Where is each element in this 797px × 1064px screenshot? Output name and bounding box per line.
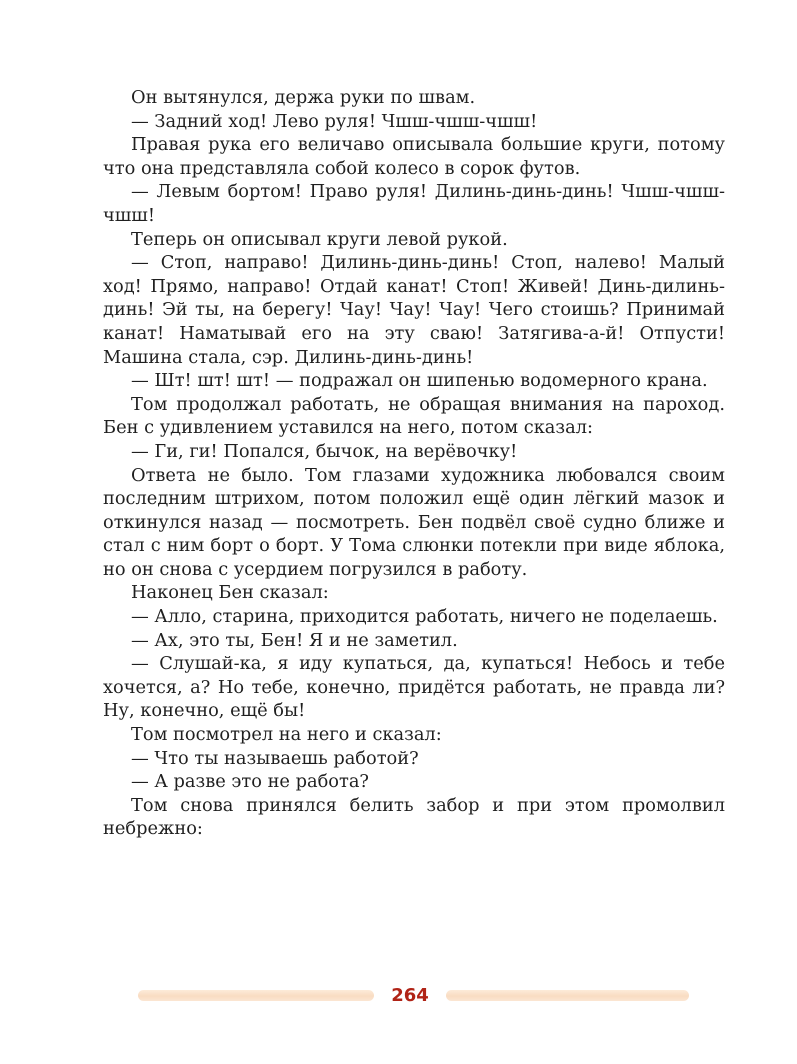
paragraph: — Левым бортом! Право руля! Дилинь-динь-динь! Чшш-чшш-чшш! [103,181,725,226]
paragraph: — Шт! шт! шт! — подражал он шипенью водомерного крана. [131,370,708,392]
paragraph: Том снова принялся белить забор и при этом промолвил небрежно: [103,794,725,840]
paragraph: Том посмотрел на него и сказал: [131,724,442,746]
paragraph: Наконец Бен сказал: [131,582,329,604]
paragraph: Ответа не было. Том глазами художника любовался своим последним штрихом, потом положил ещё один лёгкий мазок и откинулся назад — посмотреть. Бен подвёл своё судно ближе и стал с ним борт о борт. У Тома слюнки потекли при виде яблока, но он снова с усердием погрузился в работу. [103,464,725,580]
paragraph: Правая рука его величаво описывала большие круги, потому что она представляла собой колесо в сорок футов. [103,134,725,179]
footer-decoration-left [138,990,374,1001]
paragraph: Теперь он описывал круги левой рукой. [131,228,508,250]
paragraph: — А разве это не работа? [131,771,369,793]
paragraph: — Ги, ги! Попался, бычок, на верёвочку! [131,440,518,462]
paragraph: — Алло, старина, приходится работать, ничего не поделаешь. [131,606,718,628]
paragraph: — Задний ход! Лево руля! Чшш-чшш-чшш! [131,110,538,132]
paragraph: — Стоп, направо! Дилинь-динь-динь! Стоп, налево! Малый ход! Прямо, направо! Отдай канат! Стоп! Живей! Динь-дилинь-динь! Эй ты, на берегу! Чау! Чау! Чау! Чего стоишь? Принимай канат! Наматывай его на эту сваю! Затягива-а-й! Отпусти! Машина стала, сэр. Дилинь-динь-динь! [103,252,725,368]
paragraph: — Что ты называешь работой? [131,747,419,769]
paragraph: Он вытянулся, держа руки по швам. [131,87,476,108]
page-footer [138,984,689,1008]
footer-decoration-right [446,990,689,1001]
page-number: 264 [391,985,429,1006]
paragraph: Том продолжал работать, не обращая внимания на пароход. Бен с удивлением уставился на него, потом сказал: [103,393,725,439]
paragraph: — Слушай-ка, я иду купаться, да, купаться! Небось и тебе хочется, а? Но тебе, конечно, придётся работать, не правда ли? Ну, конечно, ещё бы! [103,653,725,722]
paragraph: — Ах, это ты, Бен! Я и не заметил. [131,629,458,651]
body-text [103,86,725,841]
